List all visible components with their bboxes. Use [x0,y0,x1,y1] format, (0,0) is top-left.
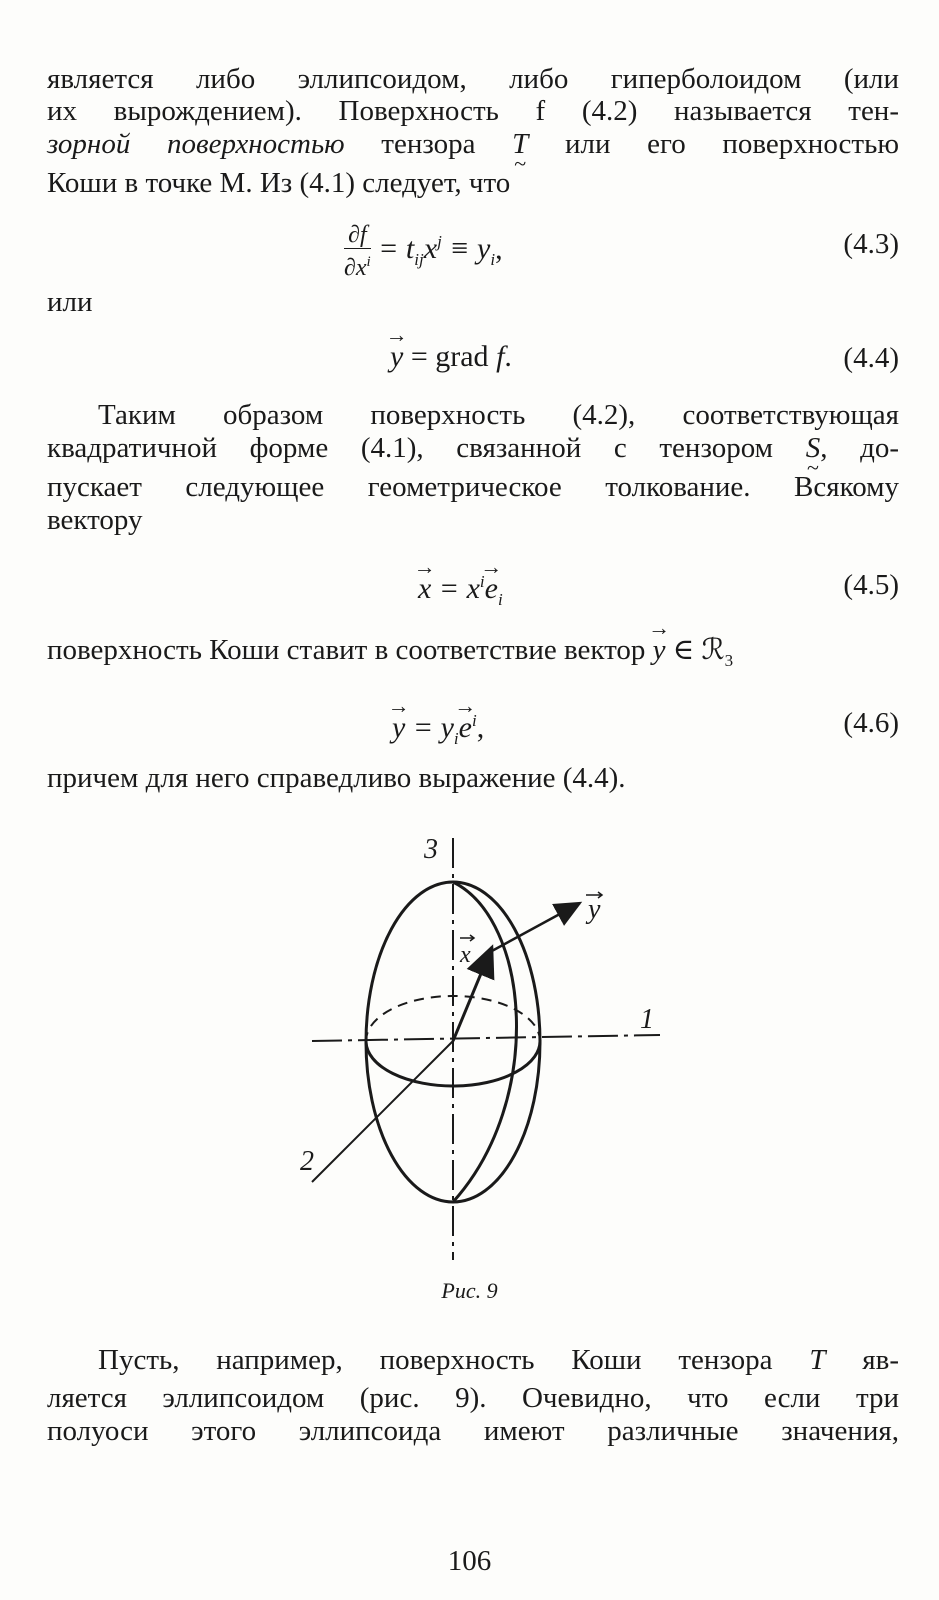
superscript: i [366,254,371,270]
fraction-numerator: ∂f [344,222,371,249]
eq-text: = y [405,711,454,744]
text-fragment: их вырождением). Поверхность f (4.2) называется тен- [47,95,899,127]
text-fragment: яв- [825,1344,899,1376]
emphasis-term: зорной поверхностью [47,128,345,160]
equation-number: (4.3) [843,228,899,260]
text-line: пускает следующее геометрическое толкование. Всякому [47,471,899,503]
text-line: Таким образом поверхность (4.2), соответствующая [98,399,899,431]
text-fragment: ∈ ℛ [665,634,725,666]
vector-x-label: x [460,942,471,968]
eq-text: . [504,340,512,373]
vector-x-overarrow [460,935,474,941]
vector-y-label: y [588,894,601,925]
figure-caption: Рис. 9 [441,1278,498,1303]
vector-symbol: → y [390,340,403,374]
page-number: 106 [447,1545,492,1577]
eq-text: = t [370,232,415,266]
text-fragment: квадратичной форме (4.1), связанной с тензором [47,432,806,464]
vector-symbol: → y [653,633,666,667]
eq-text: f [496,340,505,373]
eq-text: ≡ y [441,232,491,266]
text-line: является либо эллипсоидом, либо гиперболоидом (или [47,63,899,95]
tensor-symbol: T ~ [512,127,528,161]
equation-number: (4.4) [843,342,899,374]
tensor-symbol: T [809,1344,826,1376]
eq-text: x [423,232,438,266]
superscript: i [471,711,477,730]
text-line: вектору [47,504,143,536]
subscript: ij [414,250,424,270]
superscript: i [479,572,485,591]
eq-text: , [476,711,485,744]
text-fragment: Пусть, например, поверхность Коши тензора [98,1344,810,1376]
text-fragment: тензора [344,128,513,160]
axis-1-line [312,1035,660,1041]
text-fragment: , до- [820,432,899,464]
text-line: или [47,286,93,318]
eq-text: = grad [403,340,497,373]
axis-2-label: 2 [300,1146,314,1177]
subscript: i [453,729,459,748]
vector-symbol: → x [418,572,431,606]
text-line [98,1343,899,1377]
text-line: причем для него справедливо выражение (4.4). [47,762,626,794]
tensor-symbol: S ~ [806,431,821,465]
vector-symbol: → e [485,572,498,606]
text-fragment: или его поверхностью [528,128,899,160]
vector-symbol: → e [459,711,472,745]
text-fragment: поверхность Коши ставит в соответствие вектор [47,634,653,666]
fraction-denominator: ∂x [344,255,367,281]
vector-symbol: → y [392,711,405,745]
text-line: ляется эллипсоидом (рис. 9). Очевидно, что если три [47,1382,899,1414]
meridian-curve [453,882,516,1202]
axis-1-label: 1 [640,1004,654,1035]
text-line: полуоси этого эллипсоида имеют различные значения, [47,1415,899,1447]
vector-x-arrow [453,947,492,1041]
superscript: j [437,232,442,252]
subscript: 3 [724,650,734,670]
eq-text: = x [431,572,480,605]
equation-number: (4.6) [843,707,899,739]
axis-3-label: 3 [424,834,438,865]
eq-text: , [495,232,503,266]
subscript: i [490,250,496,270]
axis-2-line [312,1041,453,1182]
text-line: Коши в точке M. Из (4.1) следует, что [47,167,511,199]
subscript: i [497,590,503,609]
equation-number: (4.5) [843,569,899,601]
